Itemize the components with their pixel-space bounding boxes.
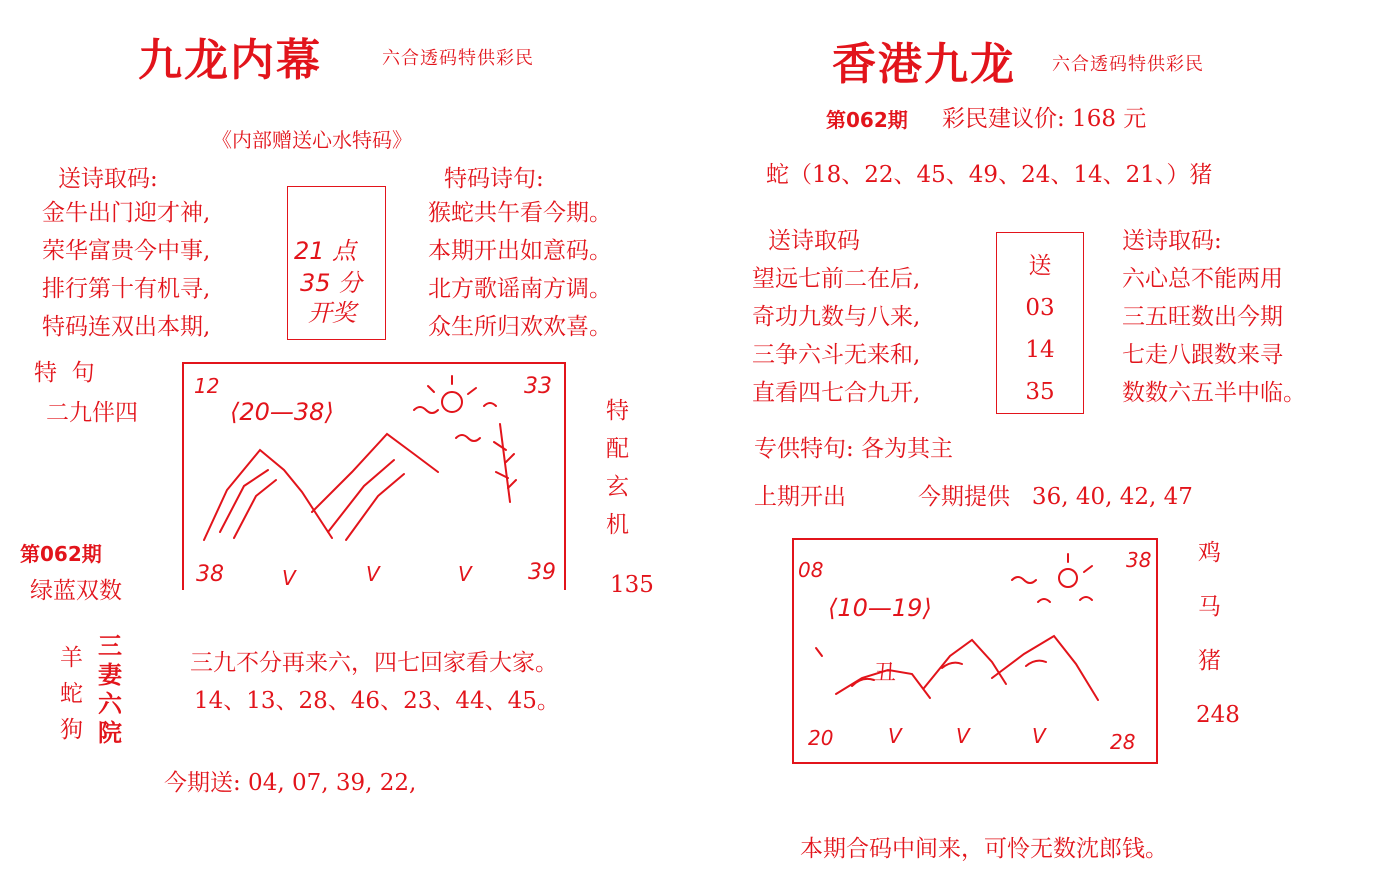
right-sketch-range: ⟨10—19⟩ (828, 594, 932, 622)
left-poem2 (428, 194, 612, 346)
right-side-char: 猪 (1198, 648, 1221, 674)
right-sketch-chou: 丑 (874, 661, 897, 686)
left-poem1-heading: 送诗取码: (58, 166, 158, 192)
left-sketch-bottom-right: 39 (528, 560, 556, 585)
send-numbers-box (996, 232, 1084, 414)
sanqi-char: 妻 (98, 661, 122, 689)
zodiac-list (60, 640, 83, 748)
left-title: 九龙内幕 (138, 35, 322, 86)
color-hint: 绿蓝双数 (30, 578, 122, 604)
right-sketch-bottom-left: 20 (808, 726, 834, 750)
side-char: 机 (606, 512, 629, 538)
left-sketch-top-right: 33 (524, 374, 552, 399)
poem-line: 望远七前二在后, (752, 266, 921, 292)
provide-numbers: 今期提供 36, 40, 42, 47 (918, 484, 1193, 510)
right-footer-verse: 本期合码中间来，可怜无数沈郎钱。 (800, 836, 1168, 862)
left-sketch-range: ⟨20—38⟩ (230, 398, 334, 426)
last-issue-label: 上期开出 (754, 484, 846, 510)
today-send: 今期送: 04, 07, 39, 22, (164, 770, 417, 796)
left-side-number: 135 (610, 572, 654, 598)
right-side-char: 鸡 (1198, 540, 1221, 566)
right-sketch-bottom-right: 28 (1110, 730, 1136, 754)
poem-line: 三五旺数出今期 (1122, 304, 1283, 330)
sanqi-liuyuan (98, 632, 122, 748)
draw-time-box (287, 186, 386, 340)
right-sketch-v: V (1032, 724, 1046, 748)
left-sketch-drawing (182, 362, 564, 590)
left-sketch-v: V (458, 562, 472, 586)
right-side-number: 248 (1196, 702, 1240, 728)
tejv-label: 特 句 (34, 360, 95, 386)
poem-line: 三争六斗无来和, (752, 342, 921, 368)
right-sketch-v: V (956, 724, 970, 748)
right-poem1 (752, 260, 920, 412)
right-sketch-v: V (888, 724, 902, 748)
right-issue-number: 第062期 (826, 108, 908, 132)
left-internal-note: 《内部赠送心水特码》 (212, 128, 412, 152)
poem-line: 金牛出门迎才神, (42, 200, 211, 226)
poem-line: 本期开出如意码。 (428, 238, 612, 264)
right-subtitle: 六合透码特供彩民 (1052, 54, 1204, 75)
poem-line: 众生所归欢欢喜。 (428, 314, 612, 340)
left-numbers: 14、13、28、46、23、44、45。 (194, 688, 560, 714)
right-poem2-heading: 送诗取码: (1122, 228, 1222, 254)
poem-line: 奇功九数与八来, (752, 304, 921, 330)
zodiac-item: 狗 (60, 717, 83, 743)
right-sketch-top-right: 38 (1126, 548, 1152, 572)
poem-line: 六心总不能两用 (1122, 266, 1283, 292)
time-hour: 21 点 (294, 237, 357, 265)
time-draw: 开奖 (308, 299, 356, 327)
right-title: 香港九龙 (832, 39, 1016, 90)
left-poem2-heading: 特码诗句: (444, 166, 544, 192)
left-subtitle: 六合透码特供彩民 (382, 48, 534, 69)
poem-line: 直看四七合九开, (752, 380, 921, 406)
right-poem2 (1122, 260, 1306, 412)
send-number: 35 (1025, 379, 1055, 405)
left-issue-number: 第062期 (20, 542, 102, 566)
side-char: 特 (606, 398, 629, 424)
right-side-char: 马 (1198, 594, 1221, 620)
poem-line: 荣华富贵今中事, (42, 238, 211, 264)
poem-line: 排行第十有机寻, (42, 276, 211, 302)
right-price: 彩民建议价: 168 元 (942, 106, 1147, 132)
send-label: 送 (1028, 253, 1052, 279)
poem-line: 数数六五半中临。 (1122, 380, 1306, 406)
zodiac-item: 羊 (60, 645, 83, 671)
send-number: 14 (1025, 337, 1055, 363)
special-sentence: 专供特句: 各为其主 (754, 436, 954, 462)
poem-line: 特码连双出本期, (42, 314, 211, 340)
side-char: 配 (606, 436, 629, 462)
poem-line: 猴蛇共午看今期。 (428, 200, 612, 226)
left-sketch-top-left: 12 (194, 374, 220, 398)
sanqi-char: 三 (98, 632, 122, 660)
poem-line: 七走八跟数来寻 (1122, 342, 1283, 368)
tejv-text: 二九伴四 (46, 400, 138, 426)
time-minute: 35 分 (300, 269, 363, 297)
right-sketch-drawing (792, 538, 1158, 764)
zodiac-item: 蛇 (60, 681, 83, 707)
side-char: 玄 (606, 474, 629, 500)
snake-pig-numbers: 蛇（18、22、45、49、24、14、21、）猪 (766, 162, 1213, 188)
send-number: 03 (1025, 295, 1055, 321)
left-verse: 三九不分再来六，四七回家看大家。 (190, 650, 558, 676)
left-poem1 (42, 194, 210, 346)
poem-line: 北方歌谣南方调。 (428, 276, 612, 302)
sanqi-char: 院 (98, 719, 122, 747)
right-sketch-top-left: 08 (798, 558, 824, 582)
left-sketch-bottom-left: 38 (196, 562, 224, 587)
left-side-vertical (606, 392, 629, 544)
right-poem1-heading: 送诗取码 (768, 228, 860, 254)
sanqi-char: 六 (98, 690, 122, 718)
left-sketch-v: V (366, 562, 380, 586)
left-sketch-v: V (282, 566, 296, 590)
